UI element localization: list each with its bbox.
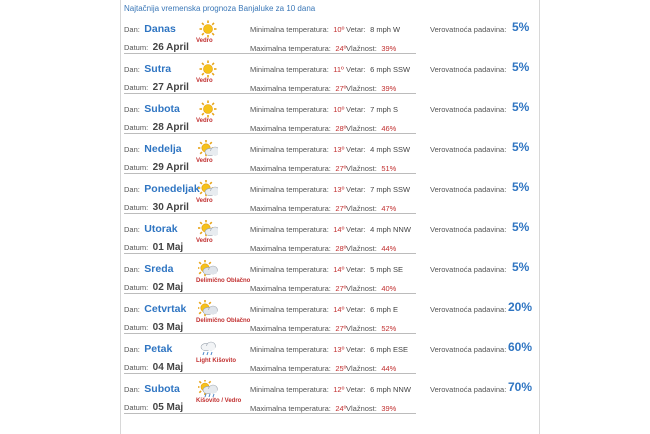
- day-cell: [124, 99, 180, 117]
- day-label: Dan:: [124, 65, 140, 74]
- precip-value: 5%: [512, 60, 530, 74]
- sun-cloud-icon: [198, 220, 218, 238]
- day-name[interactable]: Subota: [144, 103, 180, 115]
- max-temp-label: Maximalna temperatura:: [250, 124, 331, 133]
- day-label: Dan:: [124, 225, 140, 234]
- min-temp: [250, 59, 344, 77]
- wind-value: 8 mph W: [370, 25, 401, 34]
- condition-text: Delimično Oblačno: [196, 318, 251, 324]
- max-temp-value: 27º: [335, 164, 347, 173]
- day-label: Dan:: [124, 385, 140, 394]
- day-label: Dan:: [124, 265, 140, 274]
- date-cell: [124, 77, 189, 95]
- condition-text: Vedro: [196, 158, 213, 164]
- humidity-label: Vlažnost:: [346, 204, 377, 213]
- humidity: [346, 358, 396, 376]
- date-value: 26 April: [152, 42, 189, 53]
- precip-value: 5%: [512, 220, 530, 234]
- min-temp-label: Minimalna temperatura:: [250, 145, 329, 154]
- min-temp: [250, 19, 344, 37]
- date-value: 03 Maj: [152, 322, 184, 333]
- precipitation: [430, 295, 550, 334]
- day-label: Dan:: [124, 185, 140, 194]
- date-value: 29 April: [152, 162, 189, 173]
- humidity-label: Vlažnost:: [346, 44, 377, 53]
- humidity-label: Vlažnost:: [346, 324, 377, 333]
- partly-cloudy-icon: [198, 300, 218, 318]
- max-temp: [250, 318, 346, 336]
- forecast-row: [124, 135, 530, 174]
- forecast-row: [124, 95, 530, 134]
- date-cell: [124, 357, 183, 375]
- day-name[interactable]: Nedelja: [144, 143, 182, 155]
- precip-label: Verovatnoća padavina:: [430, 25, 507, 34]
- humidity-label: Vlažnost:: [346, 124, 377, 133]
- max-temp-label: Maximalna temperatura:: [250, 284, 331, 293]
- precip-value: 5%: [512, 260, 530, 274]
- date-cell: [124, 157, 189, 175]
- condition-text: Vedro: [196, 118, 213, 124]
- max-temp: [250, 198, 346, 216]
- max-temp-label: Maximalna temperatura:: [250, 164, 331, 173]
- humidity: [346, 318, 396, 336]
- humidity-label: Vlažnost:: [346, 244, 377, 253]
- max-temp: [250, 398, 346, 416]
- wind-label: Vetar:: [346, 305, 366, 314]
- precip-label: Verovatnoća padavina:: [430, 385, 507, 394]
- wind: [346, 339, 408, 357]
- condition-text: Vedro: [196, 38, 213, 44]
- humidity: [346, 158, 396, 176]
- sun-icon: [198, 20, 218, 38]
- wind-label: Vetar:: [346, 105, 366, 114]
- day-cell: [124, 339, 172, 357]
- date-label: Datum:: [124, 163, 149, 172]
- precipitation: [430, 15, 550, 54]
- min-temp-label: Minimalna temperatura:: [250, 305, 329, 314]
- precip-label: Verovatnoća padavina:: [430, 305, 507, 314]
- day-cell: [124, 259, 173, 277]
- humidity-value: 39%: [381, 44, 397, 53]
- precipitation: [430, 215, 550, 254]
- date-label: Datum:: [124, 203, 149, 212]
- precip-value: 5%: [512, 20, 530, 34]
- humidity-value: 40%: [381, 284, 397, 293]
- wind-value: 4 mph NNW: [370, 225, 411, 234]
- forecast-row: [124, 255, 530, 294]
- wind-value: 6 mph ESE: [370, 345, 408, 354]
- precip-label: Verovatnoća padavina:: [430, 345, 507, 354]
- date-cell: [124, 117, 189, 135]
- forecast-row: [124, 55, 530, 94]
- date-label: Datum:: [124, 363, 149, 372]
- date-cell: [124, 37, 189, 55]
- precip-value: 20%: [508, 300, 533, 314]
- min-temp-value: 14º: [333, 225, 345, 234]
- date-value: 28 April: [152, 122, 189, 133]
- day-cell: [124, 19, 176, 37]
- min-temp-label: Minimalna temperatura:: [250, 185, 329, 194]
- date-cell: [124, 277, 183, 295]
- wind: [346, 219, 411, 237]
- precipitation: [430, 55, 550, 94]
- humidity-value: 51%: [381, 164, 397, 173]
- day-label: Dan:: [124, 145, 140, 154]
- wind: [346, 139, 410, 157]
- wind: [346, 179, 410, 197]
- date-value: 02 Maj: [152, 282, 184, 293]
- wind-value: 7 mph SSW: [370, 185, 411, 194]
- precip-label: Verovatnoća padavina:: [430, 265, 507, 274]
- max-temp-value: 24º: [335, 404, 347, 413]
- rain-cloud-icon: [198, 340, 218, 358]
- day-name[interactable]: Petak: [144, 343, 173, 355]
- min-temp: [250, 139, 344, 157]
- min-temp-value: 13º: [333, 345, 345, 354]
- precip-value: 70%: [508, 380, 533, 394]
- min-temp-label: Minimalna temperatura:: [250, 105, 329, 114]
- min-temp-value: 14º: [333, 305, 345, 314]
- date-value: 04 Maj: [152, 362, 184, 373]
- wind-label: Vetar:: [346, 225, 366, 234]
- humidity: [346, 78, 396, 96]
- sun-icon: [198, 60, 218, 78]
- humidity: [346, 38, 396, 56]
- partly-cloudy-icon: [198, 260, 218, 278]
- min-temp-value: 10º: [333, 25, 345, 34]
- day-name[interactable]: Ponedeljak: [144, 183, 200, 195]
- humidity-value: 52%: [381, 324, 397, 333]
- precip-value: 5%: [512, 180, 530, 194]
- forecast-row: [124, 375, 533, 414]
- date-cell: [124, 237, 183, 255]
- humidity-value: 47%: [381, 204, 397, 213]
- wind-label: Vetar:: [346, 185, 366, 194]
- day-name[interactable]: Sutra: [144, 63, 172, 75]
- min-temp-label: Minimalna temperatura:: [250, 385, 329, 394]
- wind: [346, 379, 411, 397]
- wind-value: 5 mph SE: [370, 265, 403, 274]
- humidity-value: 39%: [381, 84, 397, 93]
- max-temp: [250, 118, 346, 136]
- min-temp: [250, 339, 344, 357]
- wind: [346, 59, 410, 77]
- max-temp-label: Maximalna temperatura:: [250, 84, 331, 93]
- precip-label: Verovatnoća padavina:: [430, 65, 507, 74]
- date-value: 30 April: [152, 202, 189, 213]
- max-temp: [250, 238, 346, 256]
- day-cell: [124, 139, 182, 157]
- wind-value: 7 mph S: [370, 105, 398, 114]
- day-cell: [124, 299, 186, 317]
- day-cell: [124, 219, 178, 237]
- day-name[interactable]: Utorak: [144, 223, 178, 235]
- wind: [346, 99, 398, 117]
- date-cell: [124, 397, 183, 415]
- max-temp-value: 28º: [335, 124, 347, 133]
- precipitation: [430, 375, 550, 414]
- humidity: [346, 238, 396, 256]
- humidity: [346, 198, 396, 216]
- max-temp-label: Maximalna temperatura:: [250, 324, 331, 333]
- humidity-label: Vlažnost:: [346, 404, 377, 413]
- day-label: Dan:: [124, 305, 140, 314]
- max-temp: [250, 158, 346, 176]
- max-temp: [250, 78, 346, 96]
- precip-value: 5%: [512, 140, 530, 154]
- wind-label: Vetar:: [346, 145, 366, 154]
- day-cell: [124, 379, 180, 397]
- day-label: Dan:: [124, 25, 140, 34]
- date-label: Datum:: [124, 403, 149, 412]
- min-temp: [250, 219, 344, 237]
- date-label: Datum:: [124, 123, 149, 132]
- min-temp: [250, 179, 344, 197]
- page-title: Najtačnija vremenska prognoza Banjaluke za 10 dana: [124, 4, 316, 13]
- min-temp-value: 13º: [333, 145, 345, 154]
- max-temp-value: 24º: [335, 44, 347, 53]
- humidity: [346, 398, 396, 416]
- humidity-value: 39%: [381, 404, 397, 413]
- condition-text: Light Kišovito: [196, 358, 236, 364]
- humidity: [346, 278, 396, 296]
- day-label: Dan:: [124, 345, 140, 354]
- min-temp-label: Minimalna temperatura:: [250, 345, 329, 354]
- forecast-row: [124, 335, 533, 374]
- humidity: [346, 118, 396, 136]
- max-temp-value: 27º: [335, 84, 347, 93]
- precip-label: Verovatnoća padavina:: [430, 145, 507, 154]
- max-temp: [250, 278, 346, 296]
- forecast-row: [124, 175, 530, 214]
- wind-label: Vetar:: [346, 25, 366, 34]
- min-temp-value: 11º: [333, 65, 344, 74]
- max-temp-label: Maximalna temperatura:: [250, 204, 331, 213]
- precip-value: 60%: [508, 340, 533, 354]
- max-temp-label: Maximalna temperatura:: [250, 364, 331, 373]
- precip-label: Verovatnoća padavina:: [430, 225, 507, 234]
- humidity-label: Vlažnost:: [346, 84, 377, 93]
- min-temp-value: 14º: [333, 265, 345, 274]
- precipitation: [430, 255, 550, 294]
- day-cell: [124, 59, 171, 77]
- sun-rain-icon: [198, 380, 218, 398]
- wind-value: 6 mph NNW: [370, 385, 411, 394]
- precipitation: [430, 175, 550, 214]
- wind: [346, 299, 398, 317]
- min-temp: [250, 99, 344, 117]
- min-temp-label: Minimalna temperatura:: [250, 225, 329, 234]
- precipitation: [430, 95, 550, 134]
- max-temp-value: 27º: [335, 324, 347, 333]
- humidity-label: Vlažnost:: [346, 284, 377, 293]
- precipitation: [430, 335, 550, 374]
- max-temp-value: 28º: [335, 244, 347, 253]
- condition-text: Vedro: [196, 198, 213, 204]
- min-temp: [250, 379, 344, 397]
- max-temp: [250, 358, 346, 376]
- precip-label: Verovatnoća padavina:: [430, 185, 507, 194]
- date-cell: [124, 197, 189, 215]
- forecast-row: [124, 15, 530, 54]
- humidity-value: 44%: [381, 364, 397, 373]
- min-temp-label: Minimalna temperatura:: [250, 25, 329, 34]
- max-temp: [250, 38, 346, 56]
- date-label: Datum:: [124, 283, 149, 292]
- condition-text: Delimično Oblačno: [196, 278, 251, 284]
- sun-icon: [198, 100, 218, 118]
- min-temp-value: 13º: [333, 185, 345, 194]
- day-name[interactable]: Cetvrtak: [144, 303, 187, 315]
- wind-label: Vetar:: [346, 345, 366, 354]
- precipitation: [430, 135, 550, 174]
- wind-value: 4 mph SSW: [370, 145, 411, 154]
- max-temp-label: Maximalna temperatura:: [250, 404, 331, 413]
- condition-text: Vedro: [196, 238, 213, 244]
- date-value: 05 Maj: [152, 402, 184, 413]
- date-label: Datum:: [124, 43, 149, 52]
- date-label: Datum:: [124, 243, 149, 252]
- day-name[interactable]: Sreda: [144, 263, 174, 275]
- forecast-list: [124, 15, 533, 415]
- wind-value: 6 mph SSW: [370, 65, 411, 74]
- sun-cloud-icon: [198, 140, 218, 158]
- max-temp-label: Maximalna temperatura:: [250, 244, 331, 253]
- humidity-value: 44%: [381, 244, 397, 253]
- day-name[interactable]: Subota: [144, 383, 180, 395]
- sun-cloud-icon: [198, 180, 218, 198]
- min-temp: [250, 259, 344, 277]
- humidity-label: Vlažnost:: [346, 364, 377, 373]
- precip-value: 5%: [512, 100, 530, 114]
- condition-text: Kišovito / Vedro: [196, 398, 242, 404]
- humidity-label: Vlažnost:: [346, 164, 377, 173]
- forecast-row: [124, 295, 533, 334]
- max-temp-label: Maximalna temperatura:: [250, 44, 331, 53]
- wind-label: Vetar:: [346, 265, 366, 274]
- date-value: 01 Maj: [152, 242, 184, 253]
- forecast-row: [124, 215, 530, 254]
- wind: [346, 259, 403, 277]
- max-temp-value: 27º: [335, 204, 347, 213]
- min-temp-value: 12º: [333, 385, 345, 394]
- max-temp-value: 27º: [335, 284, 347, 293]
- date-label: Datum:: [124, 323, 149, 332]
- wind-label: Vetar:: [346, 385, 366, 394]
- min-temp-label: Minimalna temperatura:: [250, 265, 329, 274]
- humidity-value: 46%: [381, 124, 397, 133]
- wind: [346, 19, 400, 37]
- wind-value: 6 mph E: [370, 305, 398, 314]
- min-temp-value: 10º: [333, 105, 345, 114]
- min-temp-label: Minimalna temperatura:: [250, 65, 329, 74]
- condition-text: Vedro: [196, 78, 213, 84]
- day-name[interactable]: Danas: [144, 23, 176, 35]
- min-temp: [250, 299, 344, 317]
- max-temp-value: 25º: [335, 364, 347, 373]
- wind-label: Vetar:: [346, 65, 366, 74]
- date-value: 27 April: [152, 82, 189, 93]
- precip-label: Verovatnoća padavina:: [430, 105, 507, 114]
- date-label: Datum:: [124, 83, 149, 92]
- date-cell: [124, 317, 183, 335]
- day-label: Dan:: [124, 105, 140, 114]
- day-cell: [124, 179, 200, 197]
